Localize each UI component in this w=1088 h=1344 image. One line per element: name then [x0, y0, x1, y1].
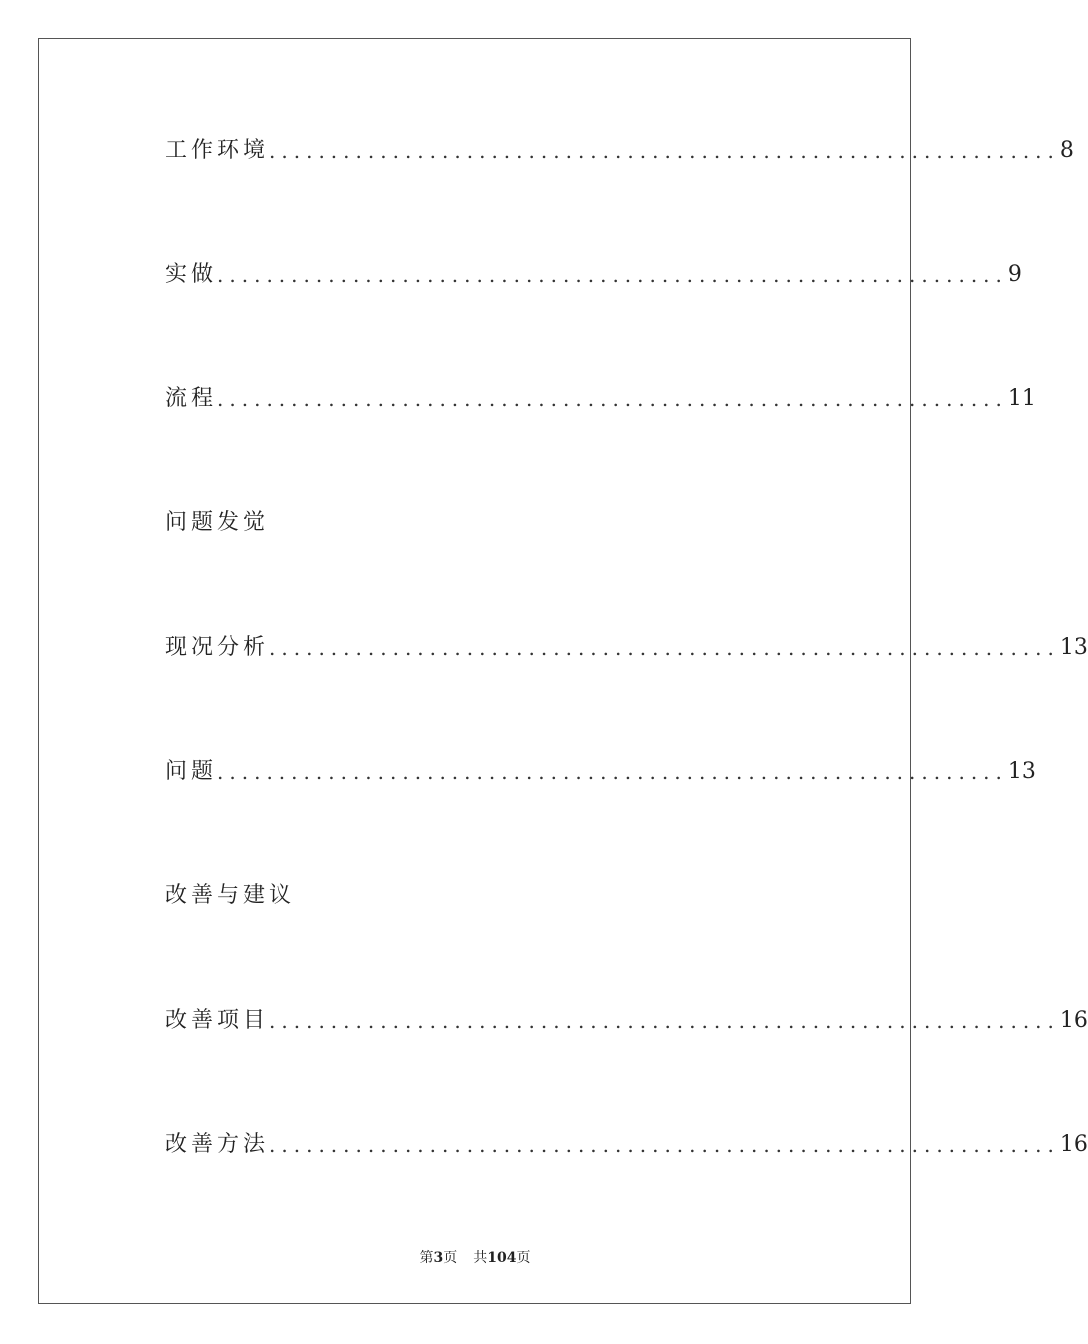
toc-dot-leader: ................................................................ [217, 760, 1008, 784]
toc-entry-page-number: 9 [1007, 262, 1022, 287]
toc-entry-page-number: 13 [1007, 759, 1036, 784]
toc-section-improvement-suggestions[interactable] [165, 881, 797, 911]
toc-entry-page-number: 16 [1059, 1008, 1088, 1033]
toc-entry-label: 工作环境 [165, 138, 270, 163]
toc-section-label: 改善与建议 [165, 883, 296, 908]
toc-entry-problems[interactable] [165, 757, 1036, 787]
page-border [38, 38, 911, 1304]
toc-entry-page-number: 16 [1059, 1132, 1088, 1157]
footer-page-unit: 页 [443, 1250, 458, 1266]
footer-prefix: 第 [419, 1250, 434, 1266]
toc-entry-page-number: 11 [1007, 386, 1036, 411]
toc-section-label: 问题发觉 [165, 510, 270, 535]
toc-entry-process[interactable] [165, 384, 1036, 414]
toc-dot-leader: ................................................................ [269, 636, 1060, 660]
toc-entry-label: 改善项目 [165, 1008, 270, 1033]
toc-entry-status-analysis[interactable] [165, 633, 1088, 663]
toc-dot-leader: ................................................................ [269, 139, 1060, 163]
toc-entry-practice[interactable] [165, 260, 1022, 290]
toc-section-problem-discovery[interactable] [165, 508, 797, 538]
toc-dot-leader: ................................................................ [217, 387, 1008, 411]
toc-entry-label: 流程 [165, 386, 218, 411]
toc-entry-page-number: 13 [1059, 635, 1088, 660]
footer-total-unit: 页 [516, 1250, 531, 1266]
toc-entry-page-number: 8 [1059, 138, 1074, 163]
toc-entry-label: 实做 [165, 262, 218, 287]
toc-entry-work-environment[interactable] [165, 136, 1074, 166]
toc-dot-leader: ................................................................ [269, 1133, 1060, 1157]
page-footer [0, 1247, 950, 1267]
toc-entry-improvement-items[interactable] [165, 1006, 1088, 1036]
toc-dot-leader: ................................................................ [269, 1009, 1060, 1033]
footer-current-page: 3 [433, 1250, 444, 1266]
footer-total-pages: 104 [487, 1250, 517, 1266]
toc-entry-label: 现况分析 [165, 635, 270, 660]
footer-total-prefix: 共 [473, 1250, 488, 1266]
toc-entry-improvement-methods[interactable] [165, 1130, 1088, 1160]
toc-entry-label: 改善方法 [165, 1132, 270, 1157]
toc-dot-leader: ................................................................ [217, 263, 1008, 287]
toc-entry-label: 问题 [165, 759, 218, 784]
